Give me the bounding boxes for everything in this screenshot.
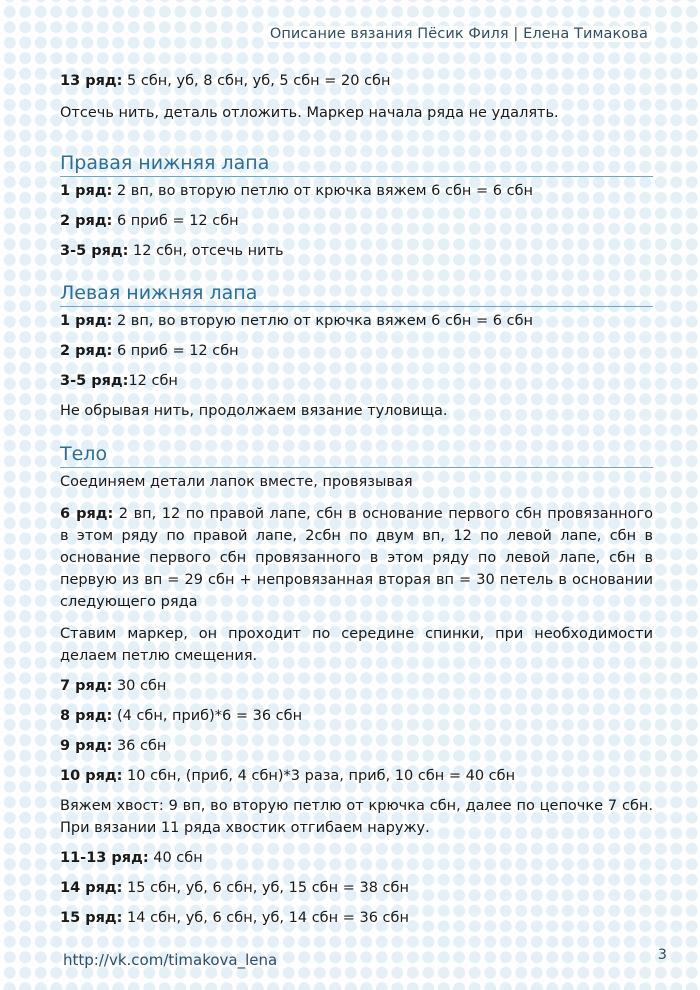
row-text: 2 вп, во вторую петлю от крючка вяжем 6 сбн = 6 сбн	[112, 183, 533, 199]
row-text: (4 сбн, приб)*6 = 36 сбн	[112, 708, 303, 724]
row-10	[60, 765, 653, 787]
row-label: 11-13 ряд:	[60, 850, 149, 866]
row-text: 15 сбн, уб, 6 сбн, уб, 15 сбн = 38 сбн	[122, 880, 409, 896]
row-label: 8 ряд:	[60, 708, 113, 724]
row-1	[60, 180, 653, 202]
page-number: 3	[657, 947, 667, 963]
row-label: 7 ряд:	[60, 678, 113, 694]
row-text: 40 сбн	[148, 850, 203, 866]
row-label: 1 ряд:	[60, 313, 113, 329]
row-3-5	[60, 240, 653, 262]
row-label: 9 ряд:	[60, 738, 113, 754]
row-label: 10 ряд:	[60, 768, 123, 784]
row-text: 12 сбн	[128, 373, 178, 389]
row-label: 3-5 ряд:	[60, 373, 129, 389]
row-label: 1 ряд:	[60, 183, 113, 199]
continue-note: Не обрывая нить, продолжаем вязание туловища.	[60, 403, 448, 419]
row-label: 6 ряд:	[60, 506, 114, 522]
row-text: 5 сбн, уб, 8 сбн, уб, 5 сбн = 20 сбн	[122, 73, 391, 89]
row-text: 10 сбн, (приб, 4 сбн)*3 раза, приб, 10 сбн = 40 сбн	[122, 768, 516, 784]
tail-note: Вяжем хвост: 9 вп, во вторую петлю от крючка сбн, далее по цепочке 7 сбн. При вязании 11 ряда хвостик отгибаем наружу.	[60, 798, 653, 836]
row-2	[60, 340, 653, 362]
row-3-5	[60, 370, 653, 392]
section-title-body: Тело	[60, 442, 653, 468]
join-note: Соединяем детали лапок вместе, провязывая	[60, 474, 413, 490]
row-label: 13 ряд:	[60, 73, 123, 89]
section-title-right-paw: Правая нижняя лапа	[60, 151, 653, 177]
row-8	[60, 705, 653, 727]
row-text: 6 приб = 12 сбн	[112, 213, 239, 229]
row-label: 15 ряд:	[60, 910, 123, 926]
row-1	[60, 310, 653, 332]
page-content	[60, 70, 653, 929]
row-13	[60, 70, 653, 92]
row-text: 36 сбн	[112, 738, 167, 754]
row-11-13	[60, 847, 653, 869]
row-text: 14 сбн, уб, 6 сбн, уб, 14 сбн = 36 сбн	[122, 910, 409, 926]
row-text: 12 сбн, отсечь нить	[128, 243, 284, 259]
row-label: 2 ряд:	[60, 343, 113, 359]
row-15	[60, 907, 653, 929]
row-text: 2 вп, во вторую петлю от крючка вяжем 6 сбн = 6 сбн	[112, 313, 533, 329]
cut-thread-note: Отсечь нить, деталь отложить. Маркер начала ряда не удалять.	[60, 105, 559, 121]
row-14	[60, 877, 653, 899]
marker-note: Ставим маркер, он проходит по середине спинки, при необходимости делаем петлю смещения.	[60, 626, 653, 664]
row-label: 3-5 ряд:	[60, 243, 129, 259]
row-6	[60, 503, 653, 613]
row-2	[60, 210, 653, 232]
row-text: 30 сбн	[112, 678, 167, 694]
row-7	[60, 675, 653, 697]
footer-link[interactable]: http://vk.com/timakova_lena	[63, 951, 278, 969]
row-text: 6 приб = 12 сбн	[112, 343, 239, 359]
row-text: 2 вп, 12 по правой лапе, сбн в основание первого сбн провязанного в этом ряду по правой лапе, 2сбн по двум вп, 12 по левой лапе, сбн в основание первого сбн провязанного в этом ряду по левой лапе, сбн в первую из вп = 29 сбн + непровязанная вторая вп = 30 петель в основании следующего ряда	[60, 506, 653, 610]
row-label: 2 ряд:	[60, 213, 113, 229]
row-label: 14 ряд:	[60, 880, 123, 896]
page-header: Описание вязания Пёсик Филя | Елена Тимакова	[269, 26, 648, 42]
section-title-left-paw: Левая нижняя лапа	[60, 281, 653, 307]
row-9	[60, 735, 653, 757]
